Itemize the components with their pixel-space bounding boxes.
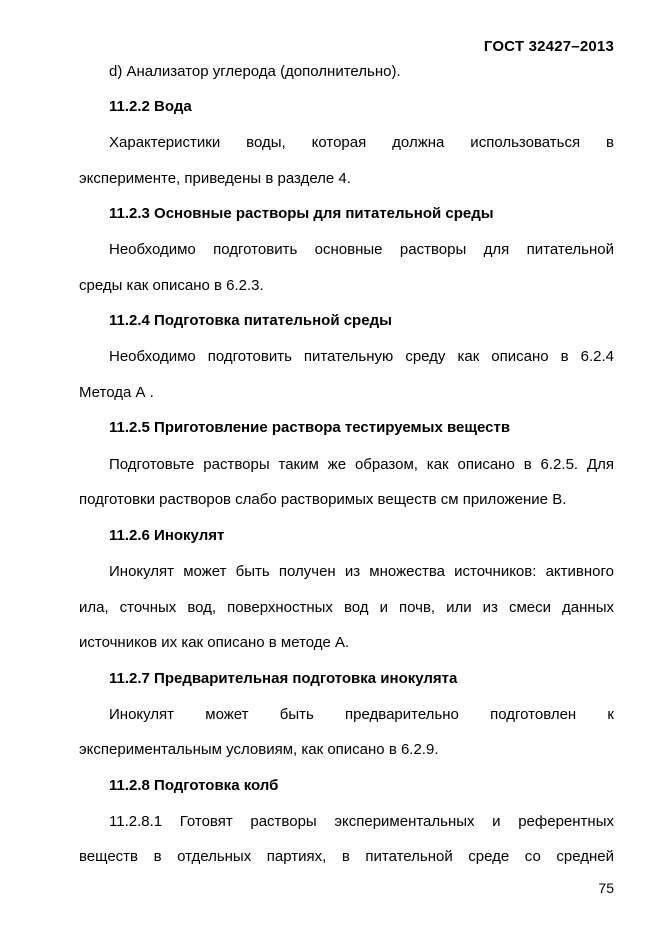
paragraph-line: экспериментальным условиям, как описано в 6.2.9. bbox=[79, 741, 439, 758]
paragraph-line: подготовки растворов слабо растворимых веществ см приложение В. bbox=[79, 491, 567, 508]
paragraph-line: Необходимо подготовить основные растворы для питательной bbox=[109, 241, 614, 258]
paragraph-line: Подготовьте растворы таким же образом, как описано в 6.2.5. Для bbox=[109, 456, 614, 473]
paragraph-line: 11.2.8.1 Готовят растворы экспериментальных и референтных bbox=[109, 813, 614, 830]
paragraph-line: Характеристики воды, которая должна использоваться в bbox=[109, 134, 614, 151]
section-heading-11-2-8: 11.2.8 Подготовка колб bbox=[109, 777, 279, 794]
section-heading-11-2-3: 11.2.3 Основные растворы для питательной среды bbox=[109, 205, 494, 222]
paragraph-line: Инокулят может быть получен из множества источников: активного bbox=[109, 563, 614, 580]
standard-code: ГОСТ 32427–2013 bbox=[483, 38, 614, 55]
page-number: 75 bbox=[598, 880, 614, 896]
section-heading-11-2-7: 11.2.7 Предварительная подготовка инокулята bbox=[109, 670, 458, 687]
paragraph-line: Необходимо подготовить питательную среду как описано в 6.2.4 bbox=[109, 348, 614, 365]
paragraph-line: среды как описано в 6.2.3. bbox=[79, 277, 264, 294]
paragraph-line: Метода А . bbox=[79, 384, 154, 401]
section-heading-11-2-2: 11.2.2 Вода bbox=[109, 98, 192, 115]
list-item-d: d) Анализатор углерода (дополнительно). bbox=[109, 63, 401, 80]
paragraph-line: веществ в отдельных партиях, в питательной среде со средней bbox=[79, 848, 614, 865]
section-heading-11-2-4: 11.2.4 Подготовка питательной среды bbox=[109, 312, 392, 329]
section-heading-11-2-5: 11.2.5 Приготовление раствора тестируемых веществ bbox=[109, 419, 511, 436]
paragraph-line: Инокулят может быть предварительно подготовлен к bbox=[109, 706, 614, 723]
paragraph-line: ила, сточных вод, поверхностных вод и почв, или из смеси данных bbox=[79, 599, 614, 616]
paragraph-line: эксперименте, приведены в разделе 4. bbox=[79, 170, 351, 187]
section-heading-11-2-6: 11.2.6 Инокулят bbox=[109, 527, 225, 544]
paragraph-line: источников их как описано в методе А. bbox=[79, 634, 350, 651]
